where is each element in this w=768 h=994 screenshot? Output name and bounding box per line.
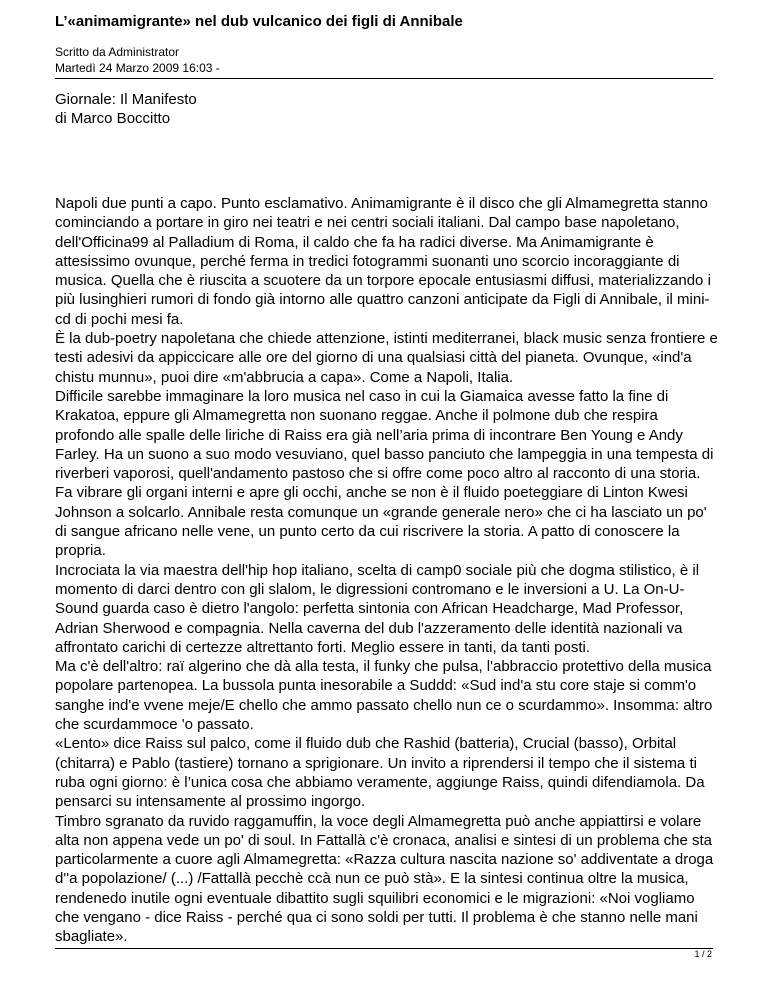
article-paragraph: Ma c'è dell'altro: raï algerino che dà alla testa, il funky che pulsa, l'abbraccio protettivo della musica popolare partenopea. La bussola punta inesorabile a Suddd: «Sud ind'a stu core staje si comm'o sanghe ind'e vvene meje/E chello che ammo passato chello nun ce o scurdammo». Insomma: altro che scurdammoce 'o passato. xyxy=(55,658,713,734)
article-paragraph: Timbro sgranato da ruvido raggamuffin, la voce degli Almamegretta può anche appiattirsi e volare alta non appena vede un po' di soul. In Fattallà c'è cronaca, analisi e sintesi di un problema che sta particolarmente a cuore agli Almamegretta: «Razza cultura nascita nazione so' addiventate a droga d''a popolazione/ (...) /Fattallà pecchè ccà nun ce può stà». E la sintesi continua oltre la musica, rendenedo inutile ogni eventuale dibattito sugli squilibri economici e le migrazioni: «Noi vogliamo che vengano - dice Raiss - perché qua ci sono soldi per tutti. Il problema è che stanno nelle mani sbagliate». xyxy=(55,812,714,946)
date-line: Martedì 24 Marzo 2009 16:03 - xyxy=(55,61,220,75)
article-paragraph: «Lento» dice Raiss sul palco, come il fluido dub che Rashid (batteria), Crucial (basso), Orbital (chitarra) e Pablo (tastiere) tornano a sprigionare. Un invito a riprendersi il tempo che il sistema ti ruba ogni giorno: è l’unica cosa che abbiamo veramente, aggiunge Raiss, quindi difendiamola. Da pensarci su intensamente al prossimo ingorgo. xyxy=(55,735,705,811)
byline: di Marco Boccitto xyxy=(55,110,171,127)
page-number: 1 / 2 xyxy=(694,949,712,959)
article-paragraph: È la dub-poetry napoletana che chiede attenzione, istinti mediterranei, black music senza frontiere e testi adesivi da appiccicare alle ore del giorno di una qualsiasi città del pianeta. Ovunque, «ind'a chistu munnu», puoi dire «m'abbrucia a capa». Come a Napoli, Italia. xyxy=(55,330,718,386)
article-title: L’«animamigrante» nel dub vulcanico dei figli di Annibale xyxy=(55,13,463,30)
header-divider xyxy=(55,78,713,79)
article-paragraph: Difficile sarebbe immaginare la loro musica nel caso in cui la Giamaica avesse fatto la fine di Krakatoa, eppure gli Almamegretta non suonano reggae. Anche il polmone dub che respira profondo alle spalle delle liriche di Raiss era già nell’aria prima di incontrare Ben Young e Andy Farley. Ha un suono a suo modo vesuviano, quel basso panciuto che lampeggia in una tempesta di riverberi vaporosi, quell'andamento pastoso che si offre come poco altro al racconto di una storia. Fa vibrare gli organi interni e apre gli occhi, anche se non è il fluido poeteggiare di Linton Kwesi Johnson a solcarlo. Annibale resta comunque un «grande generale nero» che ci ha lasciato un po' di sangue africano nelle vene, un punto certo da cui riscrivere la storia. A patto di conoscere la propria. xyxy=(55,387,714,560)
article-paragraph: Napoli due punti a capo. Punto esclamativo. Animamigrante è il disco che gli Almamegretta stanno cominciando a portare in giro nei teatri e nei centri sociali italiani. Dal campo base napoletano, dell'Officina99 al Palladium di Roma, il caldo che fa ha radici diverse. Ma Animamigrante è attesissimo ovunque, perché ferma in tredici fotogrammi suonanti uno scorcio incoraggiante di musica. Quella che è riuscita a scuotere da un torpore epocale entusiasmi diffusi, materializzando i più lusinghieri rumori di fondo già intorno alle quattro canzoni anticipate da Figli di Annibale, il mini-cd di pochi mesi fa. xyxy=(55,195,711,328)
author-line: Scritto da Administrator xyxy=(55,45,180,59)
footer-divider xyxy=(55,948,713,949)
article-meta xyxy=(55,44,220,76)
newspaper-line: Giornale: Il Manifesto xyxy=(55,91,197,108)
article-body xyxy=(55,194,719,947)
article-paragraph: Incrociata la via maestra dell'hip hop italiano, scelta di camp0 sociale più che dogma stilistico, è il momento di darci dentro con gli slalom, le digressioni contromano e le inversioni a U. La On-U-Sound guarda caso è dietro l'angolo: perfetta sintonia con African Headcharge, Mad Professor, Adrian Sherwood e compagnia. Nella caverna del dub l'azzeramento delle identità nazionali va affrontato carichi di certezze altrettanto forti. Meglio essere in tanti, da tanti posti. xyxy=(55,561,700,656)
source-block xyxy=(55,90,197,128)
